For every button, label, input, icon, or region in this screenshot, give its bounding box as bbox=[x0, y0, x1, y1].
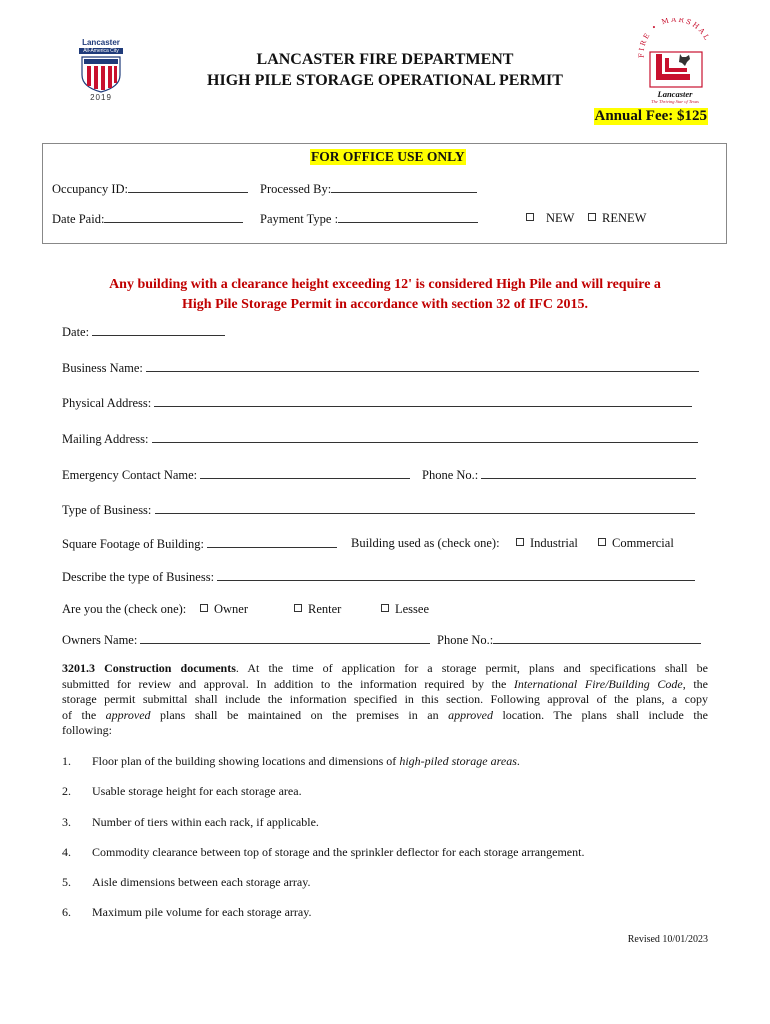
construction-documents-section bbox=[62, 661, 708, 739]
list-item: Usable storage height for each storage area. bbox=[92, 784, 302, 798]
section-text: storage permit submittal shall include the information specified in this section. Following approval of the plans, a copy bbox=[62, 692, 708, 706]
list-item: Aisle dimensions between each storage array. bbox=[92, 875, 311, 889]
page-title bbox=[150, 49, 620, 91]
owner-label: Owner bbox=[214, 602, 249, 616]
checkbox-icon[interactable] bbox=[516, 538, 524, 546]
renew-label: RENEW bbox=[602, 211, 647, 225]
square-footage-label: Square Footage of Building: bbox=[62, 537, 204, 551]
logo-year: 2019 bbox=[90, 93, 112, 102]
business-name-label: Business Name: bbox=[62, 361, 143, 375]
list-item: Maximum pile volume for each storage array. bbox=[92, 905, 312, 919]
business-name-field[interactable] bbox=[62, 360, 699, 376]
list-item-number: 5. bbox=[62, 875, 71, 889]
section-text: plans shall be maintained on the premises in an bbox=[150, 707, 449, 722]
describe-business-field[interactable] bbox=[62, 569, 695, 585]
checkbox-icon[interactable] bbox=[294, 604, 302, 612]
are-you-label: Are you the (check one): bbox=[62, 602, 187, 616]
section-text: location. The plans shall include the bbox=[492, 707, 708, 722]
date-paid-label: Date Paid: bbox=[52, 212, 105, 226]
lessee-checkbox[interactable] bbox=[381, 602, 429, 617]
warning-line-2: High Pile Storage Permit in accordance with section 32 of IFC 2015. bbox=[182, 297, 588, 312]
list-item-number: 3. bbox=[62, 815, 71, 829]
list-item-number: 2. bbox=[62, 784, 71, 798]
section-text-italic: approved bbox=[105, 707, 151, 722]
date-paid-field[interactable] bbox=[52, 211, 243, 227]
new-checkbox[interactable] bbox=[526, 211, 574, 226]
building-used-as-label: Building used as (check one): bbox=[351, 536, 500, 550]
checkbox-icon[interactable] bbox=[588, 213, 596, 221]
new-label: NEW bbox=[546, 211, 575, 225]
high-pile-warning bbox=[60, 275, 710, 315]
logo-city-name: Lancaster bbox=[82, 38, 120, 47]
fire-marshal-emblem-icon bbox=[636, 18, 714, 88]
occupancy-id-label: Occupancy ID: bbox=[52, 182, 129, 196]
square-footage-field[interactable] bbox=[62, 536, 337, 552]
type-of-business-label: Type of Business: bbox=[62, 503, 152, 517]
section-text: following: bbox=[62, 723, 112, 737]
processed-by-label: Processed By: bbox=[260, 182, 332, 196]
renew-checkbox[interactable] bbox=[588, 211, 646, 226]
date-label: Date: bbox=[62, 325, 90, 339]
checkbox-icon[interactable] bbox=[598, 538, 606, 546]
date-field[interactable] bbox=[62, 324, 225, 340]
list-item: Number of tiers within each rack, if applicable. bbox=[92, 815, 319, 829]
checkbox-icon[interactable] bbox=[381, 604, 389, 612]
annual-fee: Annual Fee: $125 bbox=[594, 108, 707, 124]
industrial-checkbox[interactable] bbox=[516, 536, 578, 551]
list-item-text: . bbox=[516, 754, 520, 768]
mailing-address-field[interactable] bbox=[62, 431, 698, 447]
type-of-business-field[interactable] bbox=[62, 502, 695, 518]
shield-icon bbox=[76, 55, 126, 93]
section-heading: 3201.3 Construction documents bbox=[62, 661, 236, 675]
logo-banner: All-America City bbox=[79, 48, 123, 54]
emergency-contact-label: Emergency Contact Name: bbox=[62, 468, 198, 482]
checkbox-icon[interactable] bbox=[200, 604, 208, 612]
payment-type-field[interactable] bbox=[260, 211, 478, 227]
all-america-city-logo bbox=[76, 38, 126, 110]
section-text: submitted for review and approval. In addition to the information required by the bbox=[62, 676, 514, 691]
owners-name-label: Owners Name: bbox=[62, 633, 138, 647]
section-text-italic: International Fire/Building Code bbox=[513, 676, 683, 691]
section-text: . At the time of application for a storage permit, plans and specifications shall be bbox=[235, 661, 709, 675]
fire-marshal-logo bbox=[636, 18, 714, 106]
owners-phone-field[interactable] bbox=[437, 632, 701, 648]
renter-label: Renter bbox=[308, 602, 342, 616]
lessee-label: Lessee bbox=[395, 602, 430, 616]
section-text: of the bbox=[62, 707, 106, 722]
processed-by-field[interactable] bbox=[260, 181, 477, 197]
logo-arc-text: FIRE • MARSHAL bbox=[637, 18, 712, 59]
industrial-label: Industrial bbox=[530, 536, 578, 550]
logo-lancaster: Lancaster bbox=[657, 89, 693, 99]
checkbox-icon[interactable] bbox=[526, 213, 534, 221]
revised-date: Revised 10/01/2023 bbox=[627, 934, 708, 945]
describe-business-label: Describe the type of Business: bbox=[62, 570, 215, 584]
list-item-number: 4. bbox=[62, 845, 71, 859]
list-item-text: Floor plan of the building showing locations and dimensions of bbox=[92, 754, 400, 768]
payment-type-label: Payment Type : bbox=[260, 212, 339, 226]
warning-line-1: Any building with a clearance height exceeding 12' is considered High Pile and will require a bbox=[109, 277, 661, 292]
section-text-italic: approved bbox=[448, 707, 493, 722]
owner-checkbox[interactable] bbox=[200, 602, 248, 617]
occupancy-id-field[interactable] bbox=[52, 181, 248, 197]
list-item bbox=[92, 754, 520, 769]
section-text: , the bbox=[682, 676, 708, 691]
emergency-phone-field[interactable] bbox=[422, 467, 696, 483]
renter-checkbox[interactable] bbox=[294, 602, 341, 617]
physical-address-field[interactable] bbox=[62, 395, 692, 411]
list-item-italic: high-piled storage areas bbox=[399, 754, 517, 768]
owners-name-field[interactable] bbox=[62, 632, 430, 648]
title-line-1: LANCASTER FIRE DEPARTMENT bbox=[256, 51, 514, 68]
owners-phone-label: Phone No.: bbox=[437, 633, 494, 647]
list-item-number: 6. bbox=[62, 905, 71, 919]
office-use-title: FOR OFFICE USE ONLY bbox=[311, 149, 465, 164]
title-line-2: HIGH PILE STORAGE OPERATIONAL PERMIT bbox=[207, 72, 563, 89]
commercial-label: Commercial bbox=[612, 536, 674, 550]
logo-tagline: The Thriving Star of Texas bbox=[651, 99, 699, 104]
physical-address-label: Physical Address: bbox=[62, 396, 152, 410]
commercial-checkbox[interactable] bbox=[598, 536, 674, 551]
emergency-phone-label: Phone No.: bbox=[422, 468, 479, 482]
emergency-contact-field[interactable] bbox=[62, 467, 410, 483]
list-item-number: 1. bbox=[62, 754, 71, 768]
mailing-address-label: Mailing Address: bbox=[62, 432, 149, 446]
list-item: Commodity clearance between top of storage and the sprinkler deflector for each storage arrangement. bbox=[92, 845, 585, 859]
